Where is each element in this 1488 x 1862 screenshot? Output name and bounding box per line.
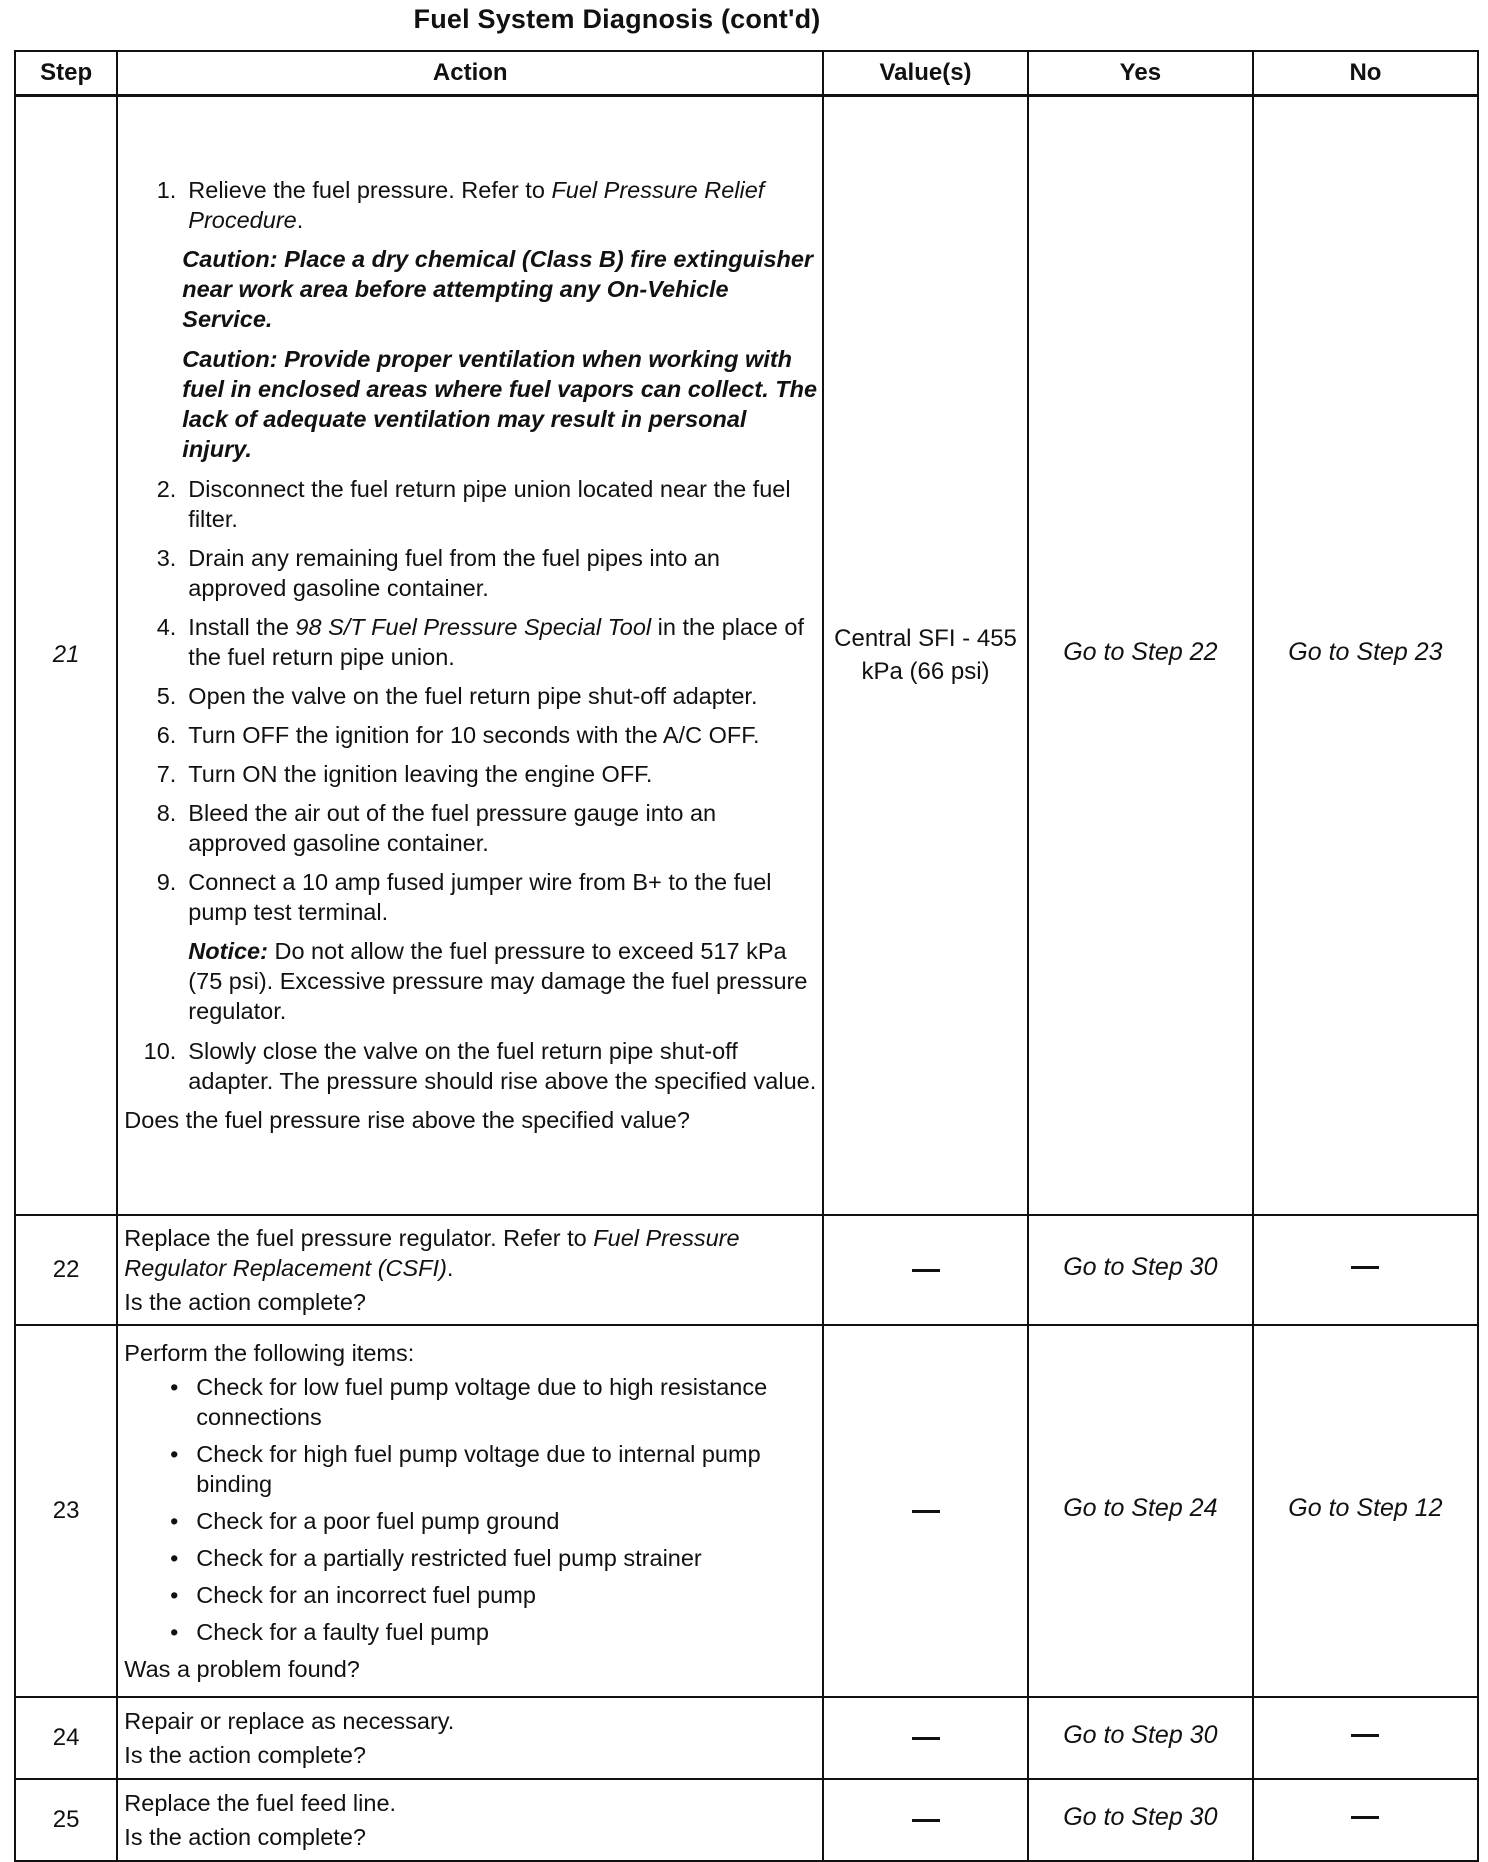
no-cell xyxy=(1253,1215,1478,1325)
item-number: 7. xyxy=(156,761,177,788)
item-text: Relieve the fuel pressure. Refer to xyxy=(188,177,552,204)
yes-cell: Go to Step 30 xyxy=(1028,1697,1253,1779)
step-question: Is the action complete? xyxy=(124,1288,366,1315)
header-step: Step xyxy=(15,51,117,96)
table-row-step-21 xyxy=(15,96,1478,1215)
list-item: • Check for a partially restricted fuel pump strainer xyxy=(124,1543,820,1573)
value-cell: Central SFI - 455 kPa (66 psi) xyxy=(823,96,1028,1215)
header-values: Value(s) xyxy=(823,51,1028,96)
item-text: Bleed the air out of the fuel pressure gauge into an approved gasoline container. xyxy=(188,800,717,857)
no-cell: Go to Step 12 xyxy=(1253,1325,1478,1697)
step-number: 23 xyxy=(15,1325,117,1697)
list-item xyxy=(124,867,820,927)
step-number: 22 xyxy=(15,1215,117,1325)
notice-text: Do not allow the fuel pressure to exceed 517 kPa (75 psi). Excessive pressure may damage the fuel pressure regulator. xyxy=(188,938,808,1025)
action-cell xyxy=(117,96,823,1215)
item-number: 9. xyxy=(156,869,177,896)
action-text: Repair or replace as necessary. xyxy=(124,1707,455,1734)
tool-reference: 98 S/T Fuel Pressure Special Tool xyxy=(295,614,652,641)
step-question: Was a problem found? xyxy=(124,1655,360,1682)
notice-label: Notice: xyxy=(188,938,268,965)
step-number: 25 xyxy=(15,1779,117,1861)
action-cell xyxy=(117,1697,823,1779)
list-item: • Check for a faulty fuel pump xyxy=(124,1617,820,1647)
table-row-step-22 xyxy=(15,1215,1478,1325)
dash-mark xyxy=(912,1737,940,1740)
step-number: 21 xyxy=(15,96,117,1215)
item-number: 10. xyxy=(143,1038,177,1065)
dash-mark xyxy=(912,1819,940,1822)
item-text: Slowly close the valve on the fuel return pipe shut-off adapter. The pressure should rise above the specified value. xyxy=(188,1038,817,1095)
caution-note: Caution: Place a dry chemical (Class B) fire extinguisher near work area before attempting any On-Vehicle Service. xyxy=(182,246,814,333)
diagnosis-table xyxy=(14,50,1479,1862)
header-yes: Yes xyxy=(1028,51,1253,96)
list-item xyxy=(124,759,820,789)
yes-cell: Go to Step 30 xyxy=(1028,1779,1253,1861)
action-text-end: . xyxy=(446,1254,454,1281)
value-cell xyxy=(823,1215,1028,1325)
list-item xyxy=(124,681,820,711)
no-cell: Go to Step 23 xyxy=(1253,96,1478,1215)
step-question: Is the action complete? xyxy=(124,1741,366,1768)
list-item: • Check for a poor fuel pump ground xyxy=(124,1506,820,1536)
item-text: Check for a faulty fuel pump xyxy=(196,1618,489,1645)
item-text-end: in the place of the fuel return pipe union. xyxy=(188,614,805,671)
step-question: Does the fuel pressure rise above the specified value? xyxy=(124,1107,690,1134)
header-row xyxy=(15,51,1478,96)
item-text: Check for low fuel pump voltage due to high resistance connections xyxy=(196,1373,768,1430)
dash-mark xyxy=(1351,1734,1379,1737)
item-text: Turn ON the ignition leaving the engine OFF. xyxy=(188,761,653,788)
list-item xyxy=(124,1036,820,1096)
no-cell xyxy=(1253,1779,1478,1861)
action-cell xyxy=(117,1779,823,1861)
yes-cell: Go to Step 30 xyxy=(1028,1215,1253,1325)
item-number: 4. xyxy=(156,614,177,641)
action-cell xyxy=(117,1325,823,1697)
item-text-end: . xyxy=(296,207,304,234)
list-item: • Check for low fuel pump voltage due to high resistance connections xyxy=(124,1372,820,1432)
item-text: Check for a partially restricted fuel pump strainer xyxy=(196,1544,702,1571)
procedure-reference: Fuel Pressure Regulator Replacement (CSFI) xyxy=(124,1224,740,1281)
item-number: 6. xyxy=(156,722,177,749)
dash-mark xyxy=(912,1269,940,1272)
dash-mark xyxy=(1351,1816,1379,1819)
list-item xyxy=(124,612,820,672)
dash-mark xyxy=(1351,1266,1379,1269)
action-text: Replace the fuel feed line. xyxy=(124,1789,397,1816)
item-text: Check for an incorrect fuel pump xyxy=(196,1581,536,1608)
header-action: Action xyxy=(117,51,823,96)
item-text: Install the xyxy=(188,614,296,641)
no-cell xyxy=(1253,1697,1478,1779)
procedure-reference: Fuel Pressure Relief Procedure xyxy=(188,177,765,234)
item-text: Disconnect the fuel return pipe union located near the fuel filter. xyxy=(188,476,791,533)
action-intro: Perform the following items: xyxy=(124,1339,415,1366)
item-text: Drain any remaining fuel from the fuel pipes into an approved gasoline container. xyxy=(188,545,720,602)
step-question: Is the action complete? xyxy=(124,1823,366,1850)
list-item xyxy=(124,798,820,858)
caution-note: Caution: Provide proper ventilation when working with fuel in enclosed areas where fuel vapors can collect. The lack of adequate ventilation may result in personal injury. xyxy=(182,346,818,463)
yes-cell: Go to Step 22 xyxy=(1028,96,1253,1215)
table-row-step-25 xyxy=(15,1779,1478,1861)
item-text: Check for high fuel pump voltage due to internal pump binding xyxy=(196,1440,761,1497)
item-number: 8. xyxy=(156,800,177,827)
list-item: • Check for an incorrect fuel pump xyxy=(124,1580,820,1610)
table-row-step-23 xyxy=(15,1325,1478,1697)
list-item xyxy=(124,720,820,750)
item-number: 3. xyxy=(156,545,177,572)
item-number: 1. xyxy=(156,177,177,204)
item-text: Open the valve on the fuel return pipe shut-off adapter. xyxy=(188,683,758,710)
dash-mark xyxy=(912,1510,940,1513)
list-item: • Check for high fuel pump voltage due to internal pump binding xyxy=(124,1439,820,1499)
item-number: 2. xyxy=(156,476,177,503)
action-text: Replace the fuel pressure regulator. Refer to xyxy=(124,1224,594,1251)
header-no: No xyxy=(1253,51,1478,96)
page-title: Fuel System Diagnosis (cont'd) xyxy=(413,4,821,34)
item-text: Connect a 10 amp fused jumper wire from B+ to the fuel pump test terminal. xyxy=(188,869,772,926)
item-text: Check for a poor fuel pump ground xyxy=(196,1507,560,1534)
list-item xyxy=(124,543,820,603)
list-item xyxy=(124,474,820,534)
value-cell xyxy=(823,1697,1028,1779)
value-cell xyxy=(823,1779,1028,1861)
notice-note xyxy=(188,936,820,1026)
table-row-step-24 xyxy=(15,1697,1478,1779)
yes-cell: Go to Step 24 xyxy=(1028,1325,1253,1697)
value-cell xyxy=(823,1325,1028,1697)
step-number: 24 xyxy=(15,1697,117,1779)
item-number: 5. xyxy=(156,683,177,710)
item-text: Turn OFF the ignition for 10 seconds with the A/C OFF. xyxy=(188,722,760,749)
action-cell xyxy=(117,1215,823,1325)
list-item xyxy=(124,175,820,235)
